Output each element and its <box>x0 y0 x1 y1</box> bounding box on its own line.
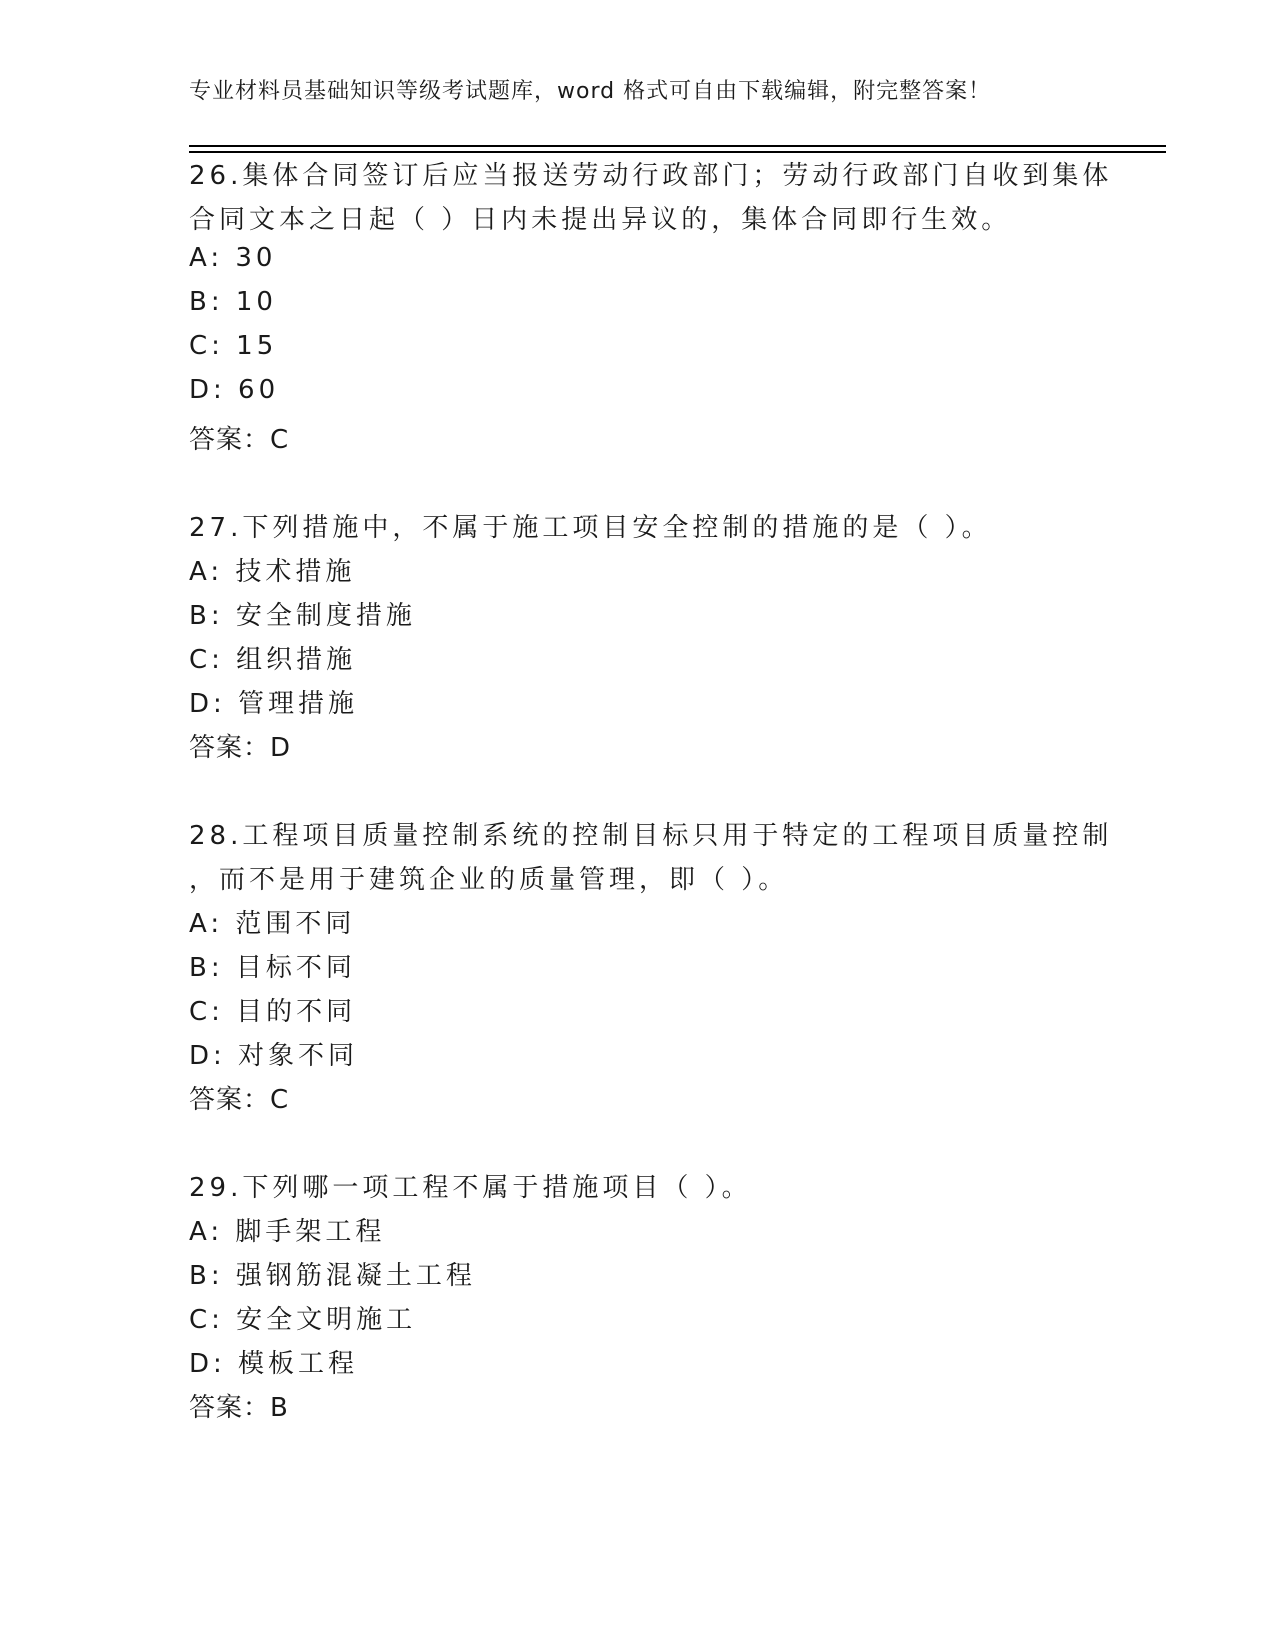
question-28-stem-line-2: ，而不是用于建筑企业的质量管理，即（ ）。 <box>189 865 789 895</box>
question-28-option-b: B: 目标不同 <box>189 953 356 983</box>
question-26-stem-line-2: 合同文本之日起（ ）日内未提出异议的，集体合同即行生效。 <box>189 205 1012 235</box>
header-divider-top <box>189 145 1166 147</box>
question-29-option-d: D: 模板工程 <box>189 1349 359 1379</box>
question-26-option-b: B: 10 <box>189 287 277 317</box>
question-26-option-a: A: 30 <box>189 243 277 273</box>
question-26-option-c: C: 15 <box>189 331 278 361</box>
question-29-option-c: C: 安全文明施工 <box>189 1305 417 1335</box>
question-29-option-b: B: 强钢筋混凝土工程 <box>189 1261 476 1291</box>
question-29-answer: 答案：B <box>189 1393 289 1423</box>
question-27-option-b: B: 安全制度措施 <box>189 601 416 631</box>
question-28-option-a: A: 范围不同 <box>189 909 356 939</box>
question-28-option-c: C: 目的不同 <box>189 997 357 1027</box>
question-28-answer: 答案：C <box>189 1085 290 1115</box>
header-divider-bottom <box>189 151 1166 153</box>
question-27-option-a: A: 技术措施 <box>189 557 356 587</box>
question-28-option-d: D: 对象不同 <box>189 1041 359 1071</box>
question-27-stem-line-1: 27.下列措施中，不属于施工项目安全控制的措施的是（ ）。 <box>189 513 992 543</box>
question-29-stem-line-1: 29.下列哪一项工程不属于措施项目（ ）。 <box>189 1173 752 1203</box>
question-26-stem-line-1: 26.集体合同签订后应当报送劳动行政部门；劳动行政部门自收到集体 <box>189 161 1113 191</box>
question-27-option-c: C: 组织措施 <box>189 645 357 675</box>
question-29-option-a: A: 脚手架工程 <box>189 1217 386 1247</box>
question-27-answer: 答案：D <box>189 733 292 763</box>
question-26-answer: 答案：C <box>189 425 290 455</box>
question-28-stem-line-1: 28.工程项目质量控制系统的控制目标只用于特定的工程项目质量控制 <box>189 821 1113 851</box>
question-26-option-d: D: 60 <box>189 375 280 405</box>
document-header: 专业材料员基础知识等级考试题库，word 格式可自由下载编辑，附完整答案！ <box>189 79 992 104</box>
question-27-option-d: D: 管理措施 <box>189 689 359 719</box>
